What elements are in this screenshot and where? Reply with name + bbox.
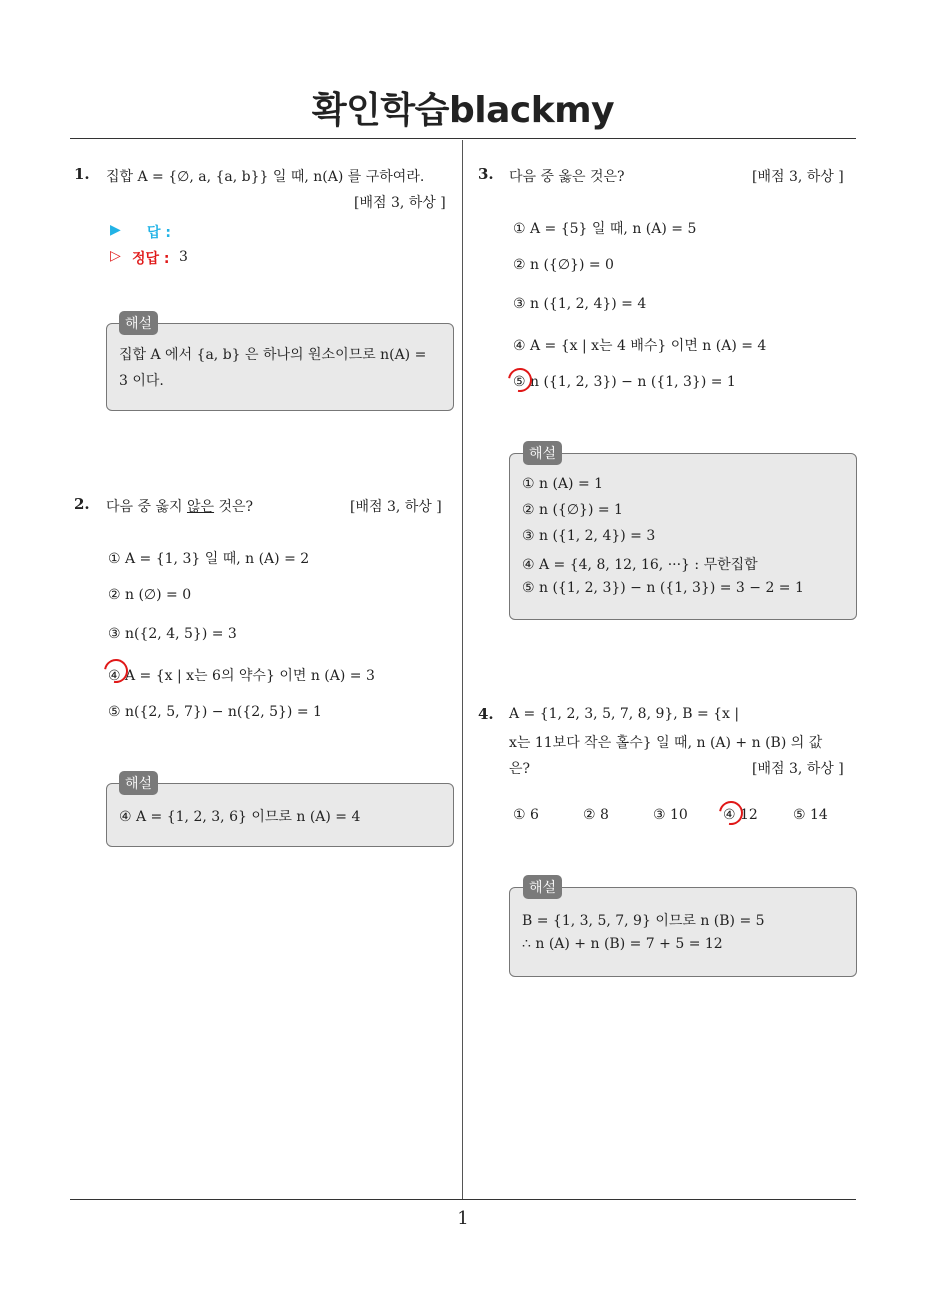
question-text-line: A = {1, 2, 3, 5, 7, 8, 9}, B = {x | — [509, 706, 740, 722]
correct-value: 3 — [179, 249, 188, 265]
option-5: ⑤ n({2, 5, 7}) − n({2, 5}) = 1 — [108, 704, 322, 720]
option-2: ② n ({∅}) = 0 — [513, 257, 614, 273]
option-1: ① 6 — [513, 807, 539, 823]
explanation-tab: 해설 — [523, 875, 562, 899]
option-5: ⑤ n ({1, 2, 3}) − n ({1, 3}) = 1 — [513, 374, 736, 390]
option-4: ④ A = {x | x는 6의 약수} 이면 n (A) = 3 — [108, 668, 375, 684]
answer-mark-circle — [714, 796, 747, 829]
option-2: ② n (∅) = 0 — [108, 587, 192, 603]
explanation-line: 집합 A 에서 {a, b} 은 하나의 원소이므로 n(A) = — [119, 347, 427, 363]
explanation-line: ① n (A) = 1 — [522, 476, 604, 492]
question-text: 집합 A = {∅, a, {a, b}} 일 때, n(A) 를 구하여라. — [106, 169, 425, 185]
option-4: ④ 12 — [723, 807, 758, 823]
explanation-line: ④ A = {4, 8, 12, 16, ···} : 무한집합 — [522, 557, 758, 573]
option-2: ② 8 — [583, 807, 609, 823]
explanation-line: B = {1, 3, 5, 7, 9} 이므로 n (B) = 5 — [522, 913, 765, 929]
page-number: 1 — [457, 1208, 469, 1229]
question-number: 4. — [478, 705, 494, 723]
explanation-line: ∴ n (A) + n (B) = 7 + 5 = 12 — [522, 936, 723, 952]
explanation-box — [509, 453, 857, 620]
question-text-line: 은? — [509, 761, 531, 777]
option-4: ④ A = {x | x는 4 배수} 이면 n (A) = 4 — [513, 338, 767, 354]
answer-mark-circle — [503, 363, 536, 396]
option-5: ⑤ 14 — [793, 807, 828, 823]
question-number: 2. — [74, 495, 90, 513]
explanation-box — [509, 887, 857, 977]
score-label: [배점 3, 하상 ] — [350, 499, 442, 515]
option-3: ③ n ({1, 2, 4}) = 4 — [513, 296, 647, 312]
explanation-tab: 해설 — [523, 441, 562, 465]
correct-label: 정답 : — [132, 251, 170, 267]
explanation-line: ③ n ({1, 2, 4}) = 3 — [522, 528, 656, 544]
triangle-outline-icon: ▷ — [110, 248, 121, 264]
explanation-tab: 해설 — [119, 311, 158, 335]
score-label: [배점 3, 하상 ] — [752, 169, 844, 185]
explanation-box — [106, 783, 454, 847]
explanation-line: ④ A = {1, 2, 3, 6} 이므로 n (A) = 4 — [119, 809, 361, 825]
option-3: ③ 10 — [653, 807, 688, 823]
answer-label: 답 : — [147, 225, 171, 241]
explanation-tab: 해설 — [119, 771, 158, 795]
footer-divider — [70, 1199, 856, 1200]
option-1: ① A = {5} 일 때, n (A) = 5 — [513, 221, 697, 237]
question-text: 다음 중 옳지 않은 것은? — [106, 499, 254, 515]
score-label: [배점 3, 하상 ] — [354, 195, 446, 211]
header-divider — [70, 138, 856, 139]
explanation-line: 3 이다. — [119, 373, 164, 389]
explanation-box — [106, 323, 454, 411]
underlined-word: 않은 — [186, 499, 215, 515]
option-1: ① A = {1, 3} 일 때, n (A) = 2 — [108, 551, 310, 567]
explanation-line: ② n ({∅}) = 1 — [522, 502, 623, 518]
question-text-line: x는 11보다 작은 홀수} 일 때, n (A) + n (B) 의 값 — [509, 735, 823, 751]
play-arrow-icon: ▶ — [110, 222, 121, 238]
column-divider — [462, 140, 463, 1200]
score-label: [배점 3, 하상 ] — [752, 761, 844, 777]
question-number: 1. — [74, 165, 90, 183]
explanation-line: ⑤ n ({1, 2, 3}) − n ({1, 3}) = 3 − 2 = 1 — [522, 580, 804, 596]
question-number: 3. — [478, 165, 494, 183]
question-text: 다음 중 옳은 것은? — [509, 169, 625, 185]
option-3: ③ n({2, 4, 5}) = 3 — [108, 626, 237, 642]
page-title: 확인학습blackmy — [311, 90, 615, 131]
